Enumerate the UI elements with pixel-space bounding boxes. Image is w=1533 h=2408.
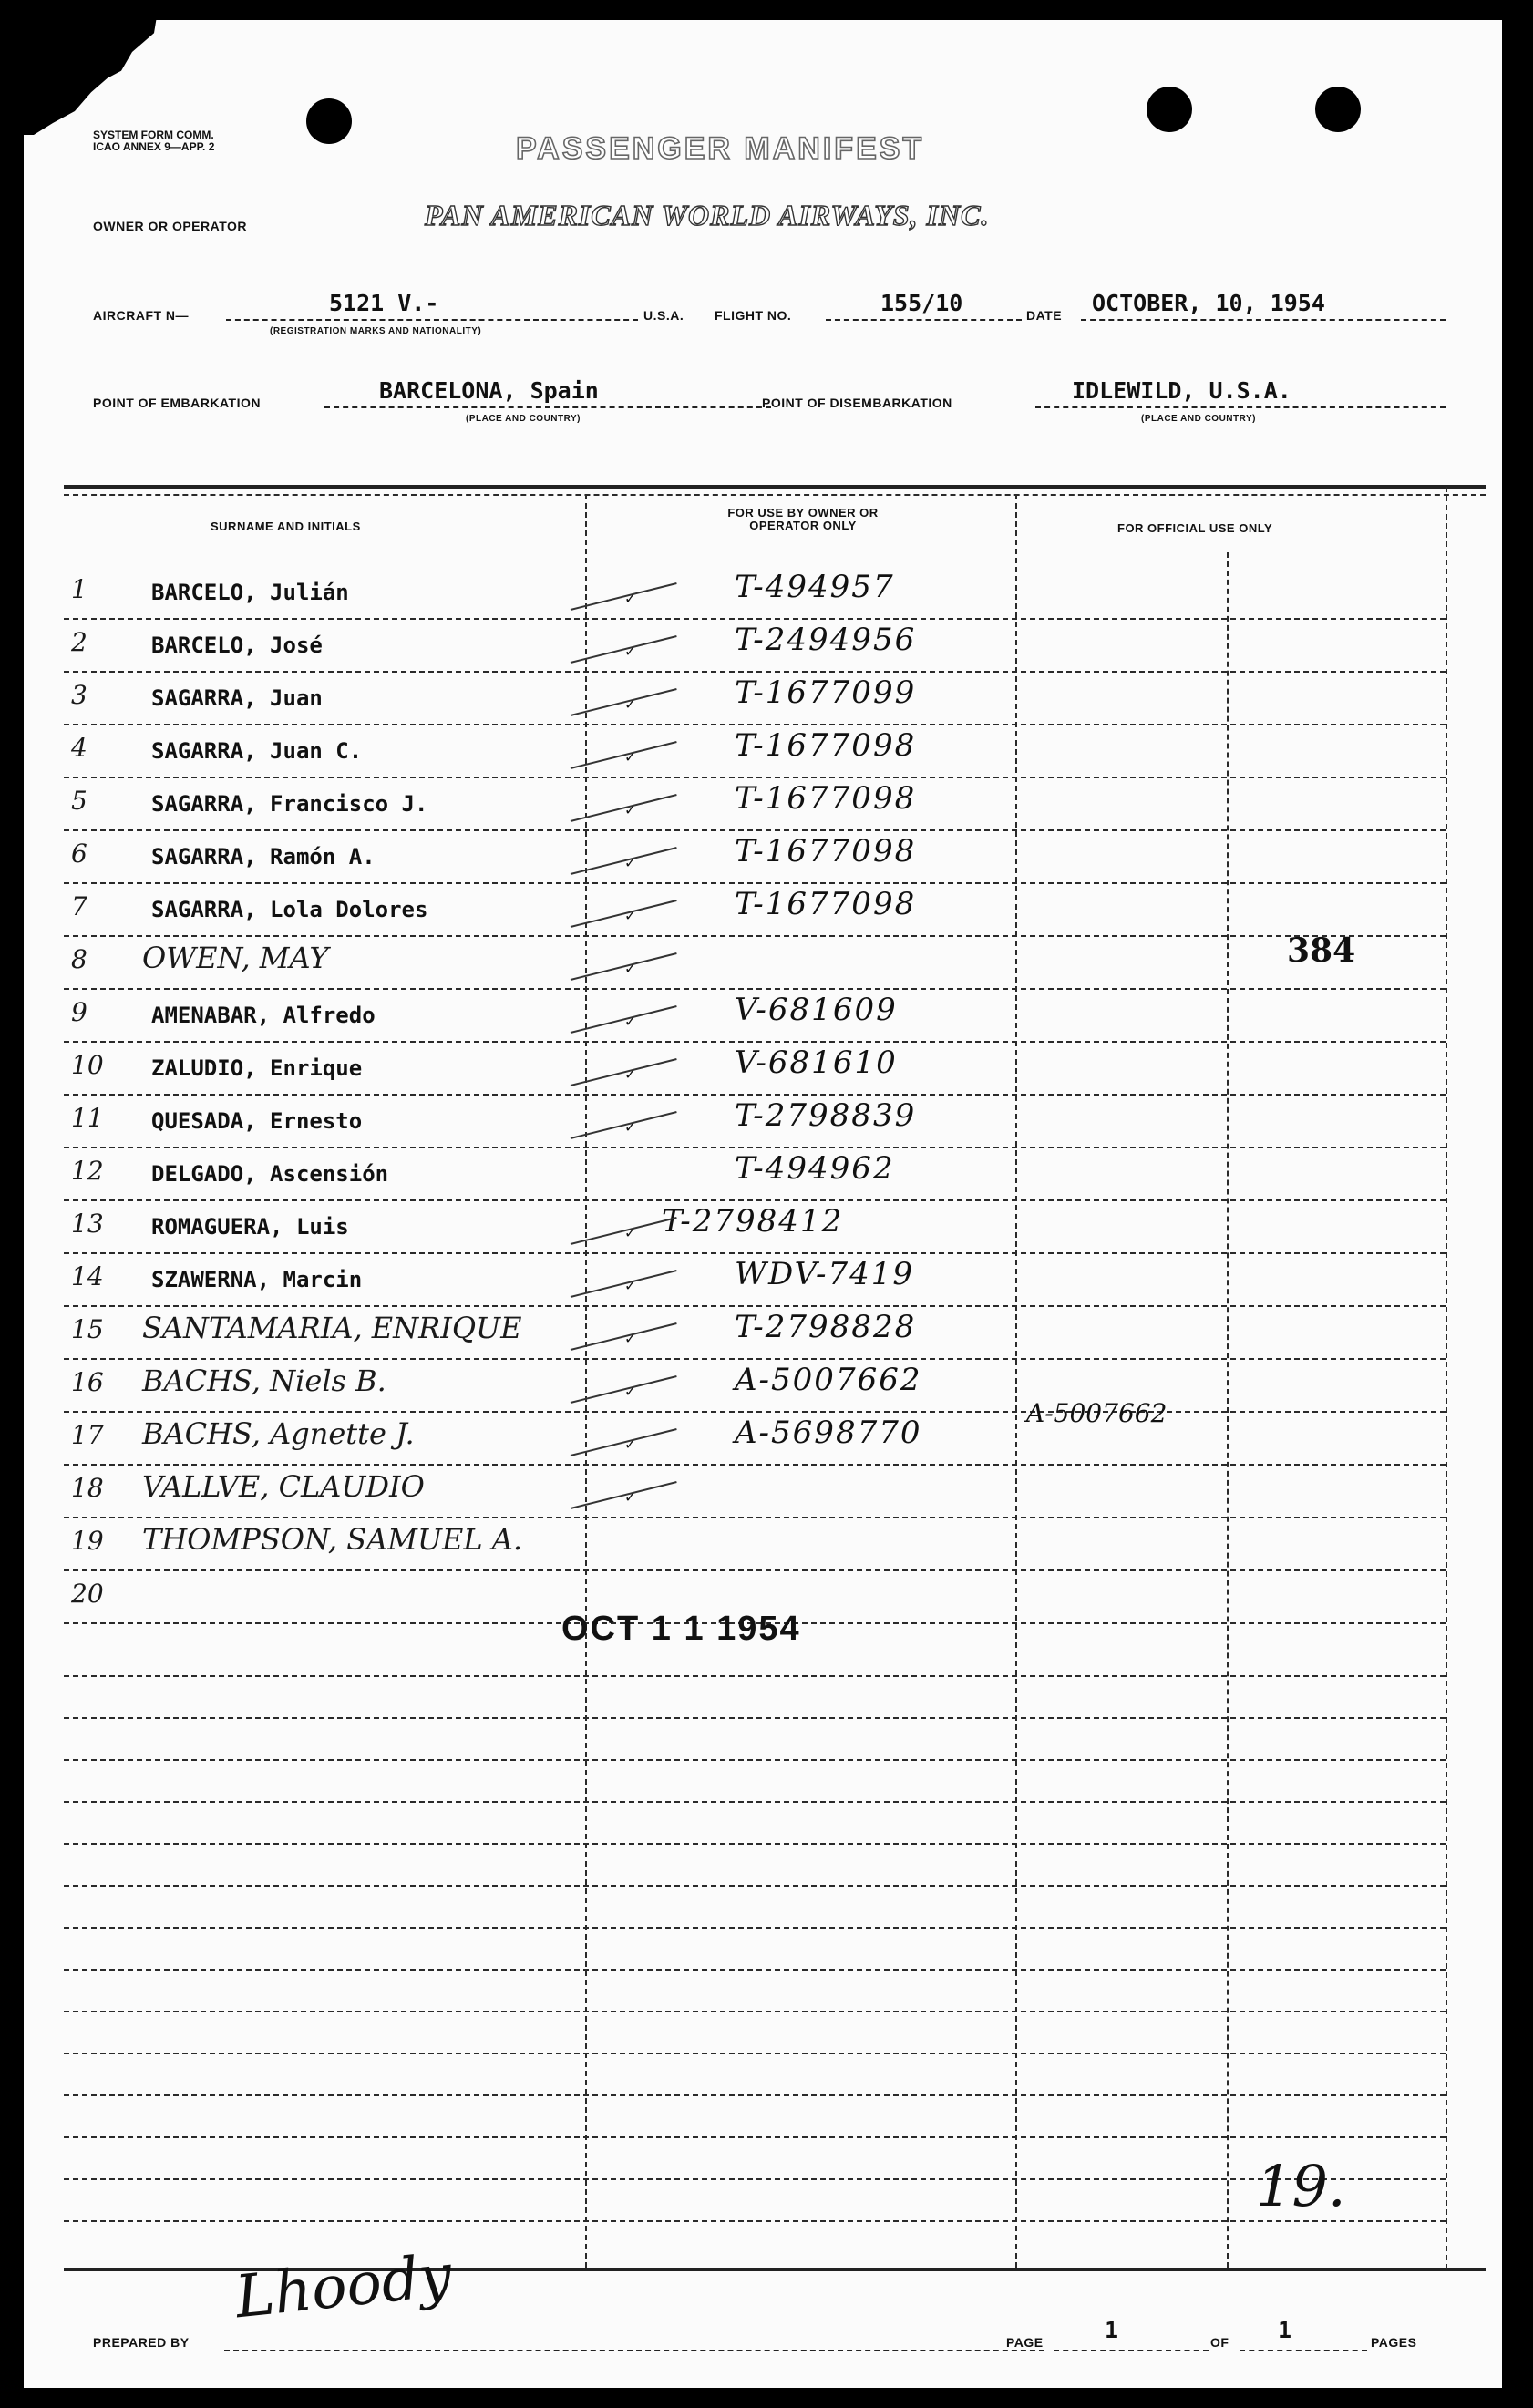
- passenger-name: SAGARRA, Ramón A.: [151, 844, 376, 870]
- passenger-name: SAGARRA, Francisco J.: [151, 791, 428, 817]
- ticket-number: V-681610: [735, 1044, 898, 1081]
- row-number: 14: [71, 1261, 104, 1291]
- row-line: [64, 1252, 1446, 1254]
- prepared-by-underline: [224, 2350, 1044, 2351]
- punch-hole: [1147, 87, 1192, 132]
- row-number: 15: [71, 1314, 104, 1344]
- row-number: 6: [71, 839, 87, 869]
- ticket-number: T-1677098: [735, 886, 917, 922]
- check-mark-icon: ✓: [625, 1435, 635, 1454]
- ticket-number: A-5698770: [735, 1415, 922, 1451]
- ticket-number: T-494962: [735, 1150, 895, 1187]
- row-line: [64, 1517, 1446, 1518]
- ticket-number: T-1677098: [735, 780, 917, 817]
- ticket-number: T-2798412: [662, 1203, 844, 1240]
- check-mark-icon: ✓: [625, 1382, 635, 1401]
- document-title: PASSENGER MANIFEST: [516, 131, 925, 166]
- form-ref-line: ICAO ANNEX 9—APP. 2: [93, 140, 215, 153]
- row-line: [64, 829, 1446, 831]
- embarkation-underline: [324, 406, 771, 408]
- row-number: 9: [71, 997, 87, 1027]
- page-value: 1: [1105, 2317, 1119, 2343]
- prepared-by-label: PREPARED BY: [93, 2335, 190, 2350]
- row-line: [64, 724, 1446, 725]
- check-mark-icon: ✓: [625, 800, 635, 819]
- row-number: 5: [71, 786, 87, 816]
- row-number: 17: [71, 1420, 104, 1450]
- flight-value: 155/10: [880, 290, 963, 316]
- passenger-name: ROMAGUERA, Luis: [151, 1214, 349, 1240]
- total-count: 19.: [1256, 2153, 1346, 2219]
- passenger-name: OWEN, MAY: [142, 941, 329, 975]
- blank-row-line: [64, 2094, 1446, 2096]
- official-ticket-note: A-5007662: [1026, 1398, 1168, 1428]
- row-number: 8: [71, 944, 87, 974]
- form-reference: [93, 129, 214, 153]
- embarkation-value: BARCELONA, Spain: [379, 377, 599, 404]
- check-mark-icon: ✓: [625, 1329, 635, 1348]
- ticket-number: V-681609: [735, 992, 898, 1028]
- passenger-name: SAGARRA, Juan C.: [151, 738, 363, 764]
- row-line: [64, 777, 1446, 778]
- blank-row-line: [64, 1675, 1446, 1677]
- check-mark-icon: ✓: [625, 1012, 635, 1031]
- passenger-name: BARCELO, José: [151, 633, 323, 658]
- date-underline: [1081, 319, 1446, 321]
- country-label: U.S.A.: [643, 308, 684, 323]
- row-number: 4: [71, 733, 87, 763]
- passenger-name: SZAWERNA, Marcin: [151, 1267, 363, 1292]
- passenger-name: SAGARRA, Lola Dolores: [151, 897, 428, 922]
- blank-row-line: [64, 1717, 1446, 1719]
- passenger-name: SAGARRA, Juan: [151, 685, 323, 711]
- owner-label: OWNER OR OPERATOR: [93, 219, 247, 233]
- disembarkation-label: POINT OF DISEMBARKATION: [762, 396, 952, 410]
- row-number: 2: [71, 627, 87, 657]
- ticket-number: T-2798839: [735, 1097, 917, 1134]
- row-line: [64, 1464, 1446, 1466]
- blank-row-line: [64, 2178, 1446, 2180]
- ticket-number: T-2798828: [735, 1309, 917, 1345]
- passenger-name: AMENABAR, Alfredo: [151, 1003, 376, 1028]
- row-line: [64, 1569, 1446, 1571]
- table-right-border: [1446, 487, 1447, 2269]
- row-line: [64, 618, 1446, 620]
- aircraft-label: AIRCRAFT N—: [93, 308, 190, 323]
- blank-row-line: [64, 1927, 1446, 1929]
- blank-row-line: [64, 2011, 1446, 2012]
- row-line: [64, 935, 1446, 937]
- check-mark-icon: ✓: [625, 1065, 635, 1084]
- blank-row-line: [64, 2220, 1446, 2222]
- flight-underline: [826, 319, 1022, 321]
- check-mark-icon: ✓: [625, 695, 635, 714]
- column-divider: [1015, 494, 1017, 2268]
- embarkation-label: POINT OF EMBARKATION: [93, 396, 261, 410]
- ticket-number: A-5007662: [735, 1362, 922, 1398]
- pages-label: PAGES: [1371, 2335, 1417, 2350]
- row-line: [64, 1305, 1446, 1307]
- blank-row-line: [64, 1759, 1446, 1761]
- page-total: 1: [1278, 2317, 1292, 2343]
- official-number: 384: [1287, 931, 1356, 970]
- row-line: [64, 1199, 1446, 1201]
- row-number: 3: [71, 680, 87, 710]
- row-line: [64, 1147, 1446, 1148]
- check-mark-icon: ✓: [625, 589, 635, 608]
- punch-hole: [306, 98, 352, 144]
- row-line: [64, 671, 1446, 673]
- blank-row-line: [64, 1885, 1446, 1887]
- table-top-rule: [64, 494, 1486, 496]
- blank-row-line: [64, 1969, 1446, 1971]
- blank-row-line: [64, 1801, 1446, 1803]
- owner-use-header: FOR USE BY OWNER OR OPERATOR ONLY: [727, 506, 879, 532]
- check-mark-icon: ✓: [625, 853, 635, 872]
- row-number: 18: [71, 1473, 104, 1503]
- check-mark-icon: ✓: [625, 1223, 635, 1242]
- passenger-name: QUESADA, Ernesto: [151, 1108, 363, 1134]
- page-label: PAGE: [1006, 2335, 1044, 2350]
- passenger-name: VALLVE, CLAUDIO: [142, 1469, 425, 1504]
- aircraft-underline: [226, 319, 638, 321]
- row-line: [64, 1358, 1446, 1360]
- row-line: [64, 1041, 1446, 1043]
- passenger-name: BARCELO, Julián: [151, 580, 349, 605]
- date-stamp: OCT 1 1 1954: [561, 1610, 801, 1648]
- passenger-name: SANTAMARIA, ENRIQUE: [142, 1311, 522, 1345]
- row-number: 19: [71, 1526, 104, 1556]
- embarkation-sublabel: (PLACE AND COUNTRY): [466, 414, 581, 424]
- check-mark-icon: ✓: [625, 1117, 635, 1137]
- row-number: 7: [71, 891, 87, 921]
- ticket-number: T-1677098: [735, 727, 917, 764]
- ticket-number: T-1677098: [735, 833, 917, 870]
- flight-label: FLIGHT NO.: [715, 308, 792, 323]
- passenger-name: ZALUDIO, Enrique: [151, 1055, 363, 1081]
- ticket-number: WDV-7419: [735, 1256, 915, 1292]
- check-mark-icon: ✓: [625, 959, 635, 978]
- disembarkation-sublabel: (PLACE AND COUNTRY): [1141, 414, 1256, 424]
- of-label: OF: [1210, 2335, 1229, 2350]
- disembarkation-underline: [1035, 406, 1446, 408]
- disembarkation-value: IDLEWILD, U.S.A.: [1072, 377, 1291, 404]
- check-mark-icon: ✓: [625, 642, 635, 661]
- blank-row-line: [64, 2053, 1446, 2054]
- row-line: [64, 1094, 1446, 1096]
- row-number: 13: [71, 1209, 104, 1239]
- official-use-header: FOR OFFICIAL USE ONLY: [1117, 521, 1273, 535]
- torn-corner: [20, 16, 157, 135]
- date-value: OCTOBER, 10, 1954: [1092, 290, 1325, 316]
- table-top-border: [64, 485, 1486, 489]
- aircraft-value: 5121 V.-: [329, 290, 439, 316]
- row-number: 10: [71, 1050, 104, 1080]
- ticket-number: T-2494956: [735, 622, 917, 658]
- blank-row-line: [64, 2136, 1446, 2138]
- surname-header: SURNAME AND INITIALS: [211, 520, 361, 533]
- row-number: 12: [71, 1156, 104, 1186]
- row-number: 20: [71, 1579, 104, 1609]
- row-line: [64, 1411, 1446, 1413]
- manifest-sheet: [24, 20, 1502, 2388]
- check-mark-icon: ✓: [625, 747, 635, 767]
- aircraft-sublabel: (REGISTRATION MARKS AND NATIONALITY): [270, 326, 482, 336]
- passenger-name: THOMPSON, SAMUEL A.: [142, 1522, 523, 1557]
- ticket-number: T-494957: [735, 569, 895, 605]
- page-total-underline: [1240, 2350, 1367, 2351]
- check-mark-icon: ✓: [625, 1487, 635, 1507]
- row-number: 1: [71, 574, 87, 604]
- form-ref-line: SYSTEM FORM COMM.: [93, 129, 214, 141]
- row-line: [64, 988, 1446, 990]
- column-divider: [585, 494, 587, 2268]
- passenger-name: BACHS, Agnette J.: [142, 1416, 415, 1451]
- date-label: DATE: [1026, 308, 1063, 323]
- company-name: PAN AMERICAN WORLD AIRWAYS, INC.: [425, 199, 990, 232]
- punch-hole: [1315, 87, 1361, 132]
- page-underline: [1054, 2350, 1209, 2351]
- blank-row-line: [64, 1843, 1446, 1845]
- row-number: 16: [71, 1367, 104, 1397]
- check-mark-icon: ✓: [625, 1276, 635, 1295]
- passenger-name: DELGADO, Ascensión: [151, 1161, 389, 1187]
- row-number: 11: [71, 1103, 104, 1133]
- row-line: [64, 882, 1446, 884]
- check-mark-icon: ✓: [625, 906, 635, 925]
- preparer-signature: Lhoody: [231, 2241, 456, 2332]
- passenger-name: BACHS, Niels B.: [142, 1364, 386, 1398]
- ticket-number: T-1677099: [735, 674, 917, 711]
